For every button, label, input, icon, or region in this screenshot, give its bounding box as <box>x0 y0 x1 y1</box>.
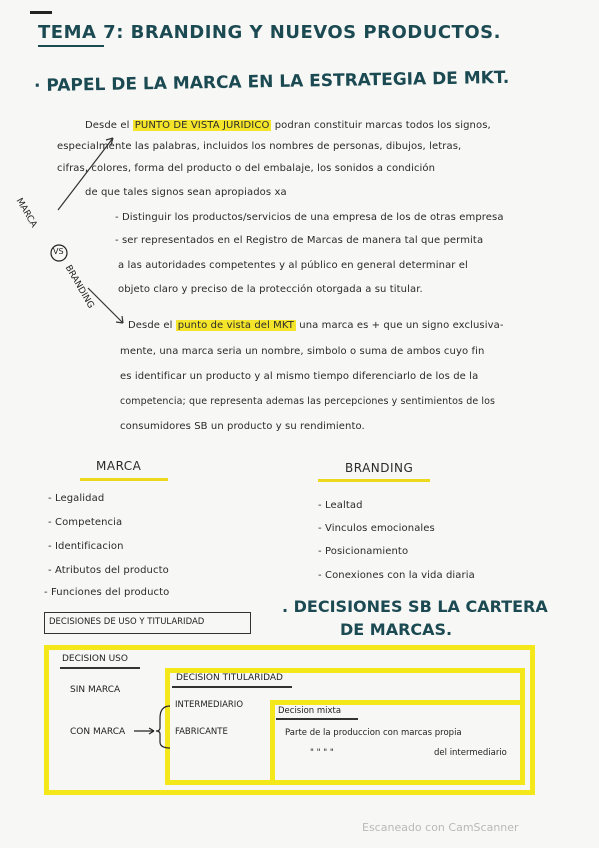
sin-marca-label: SIN MARCA <box>70 685 121 695</box>
juridico-bullet-1: - Distinguir los productos/servicios de una empresa de los de otras empresa <box>115 212 504 223</box>
mixta-line-2-marks: " " " " <box>310 748 334 758</box>
con-marca-label: CON MARCA <box>70 727 126 737</box>
top-dash-mark <box>30 11 52 14</box>
marca-item-2: - Competencia <box>48 517 123 528</box>
juridico-bullet-2: - ser representados en el Registro de Marcas de manera tal que permita <box>115 235 484 246</box>
mixta-line-1: Parte de la produccion con marcas propia <box>285 728 462 738</box>
branding-item-2: - Vinculos emocionales <box>318 523 435 534</box>
intermediario-label: INTERMEDIARIO <box>175 700 244 710</box>
section2-heading-line1: . DECISIONES SB LA CARTERA <box>282 597 548 616</box>
juridico-text-1: podran constituir marcas todos los signos, <box>274 120 491 131</box>
marca-item-3: - Identificacion <box>48 541 124 552</box>
branding-header-underline <box>318 479 430 482</box>
branding-item-4: - Conexiones con la vida diaria <box>318 570 475 581</box>
title-underline <box>38 45 104 47</box>
mkt-line-5: consumidores SB un producto y su rendimiento. <box>120 421 365 432</box>
marca-header-underline <box>80 478 168 481</box>
juridico-cont-1: a las autoridades competentes y al público en general determinar el <box>118 260 468 271</box>
page-title: TEMA 7: BRANDING Y NUEVOS PRODUCTOS. <box>38 22 501 43</box>
side-label-vs: VS <box>53 247 64 256</box>
section1-heading: · PAPEL DE LA MARCA EN LA ESTRATEGIA DE MKT. <box>33 67 510 97</box>
decision-titularidad-underline <box>172 686 292 688</box>
mkt-line-2: mente, una marca seria un nombre, simbolo o suma de ambos cuyo fin <box>120 346 485 357</box>
decision-mixta-label: Decision mixta <box>278 706 342 716</box>
fabricante-label: FABRICANTE <box>175 727 228 737</box>
camscanner-watermark: Escaneado con CamScanner <box>362 821 519 834</box>
decision-mixta-underline <box>276 718 358 720</box>
juridico-line-1 <box>85 120 491 131</box>
section2-heading-line2: DE MARCAS. <box>340 620 453 639</box>
juridico-cont-2: objeto claro y preciso de la protección otorgada a su titular. <box>118 284 423 295</box>
marca-item-5: - Funciones del producto <box>44 587 170 598</box>
mkt-line-1 <box>128 320 504 331</box>
decision-uso-label: DECISION USO <box>62 654 128 664</box>
mkt-line-4: competencia; que representa ademas las percepciones y sentimientos de los <box>120 396 496 407</box>
branding-column-header: BRANDING <box>345 461 414 475</box>
branding-item-3: - Posicionamiento <box>318 546 409 557</box>
marca-item-1: - Legalidad <box>48 493 105 504</box>
decision-uso-underline <box>60 667 140 669</box>
juridico-highlight: PUNTO DE VISTA JURIDICO <box>134 120 270 131</box>
marca-column-header: MARCA <box>96 459 142 473</box>
mkt-text-1: una marca es + que un signo exclusiva- <box>299 320 504 331</box>
juridico-line-2: especialmente las palabras, incluidos los nombres de personas, dibujos, letras, <box>57 141 462 152</box>
juridico-line-3: cifras, colores, forma del producto o del embalaje, los sonidos a condición <box>57 163 436 174</box>
uso-titularidad-tag-label: DECISIONES DE USO Y TITULARIDAD <box>49 617 205 627</box>
juridico-line-4: de que tales signos sean apropiados xa <box>85 187 287 198</box>
con-marca-arrow-icon <box>132 700 180 750</box>
mkt-line-3: es identificar un producto y al mismo tiempo diferenciarlo de los de la <box>120 371 479 382</box>
branding-item-1: - Lealtad <box>318 500 363 511</box>
side-label-branding: BRANDING <box>62 263 96 311</box>
mixta-line-2-text: del intermediario <box>434 748 507 758</box>
juridico-intro: Desde el <box>85 120 130 131</box>
side-label-marca: MARCA <box>13 196 39 230</box>
mkt-highlight: punto de vista del MKT <box>177 320 294 331</box>
mkt-intro: Desde el <box>128 320 173 331</box>
marca-item-4: - Atributos del producto <box>48 565 169 576</box>
decision-titularidad-label: DECISION TITULARIDAD <box>176 673 283 683</box>
